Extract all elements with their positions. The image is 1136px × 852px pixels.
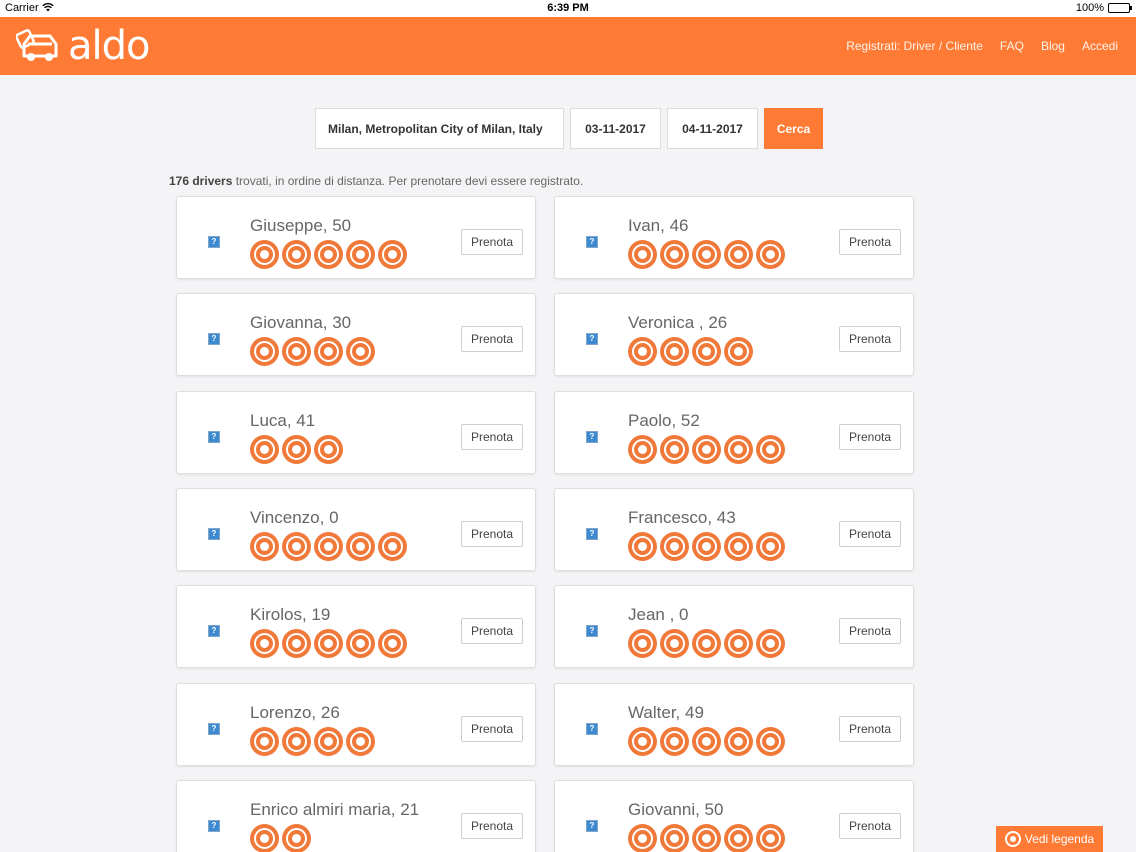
steering-wheel-icon <box>724 824 753 852</box>
driver-rating <box>628 824 785 852</box>
driver-card <box>176 293 536 376</box>
steering-wheel-icon <box>692 824 721 852</box>
battery-icon <box>1108 3 1130 13</box>
steering-wheel-icon <box>628 824 657 852</box>
driver-rating <box>628 532 785 561</box>
avatar-placeholder-icon: ? <box>586 528 598 540</box>
driver-rating <box>250 824 311 852</box>
driver-name: Walter, 49 <box>628 702 704 722</box>
avatar-placeholder-icon: ? <box>586 236 598 248</box>
carrier-label: Carrier <box>5 2 39 14</box>
driver-rating <box>628 337 753 366</box>
driver-rating <box>628 727 785 756</box>
legend-label: Vedi legenda <box>1024 832 1095 846</box>
driver-card <box>176 196 536 279</box>
steering-wheel-icon <box>282 532 311 561</box>
top-navbar <box>0 17 1136 75</box>
driver-card <box>554 683 914 766</box>
driver-name: Francesco, 43 <box>628 507 736 527</box>
steering-wheel-icon <box>628 727 657 756</box>
steering-wheel-icon <box>692 337 721 366</box>
driver-name: Lorenzo, 26 <box>250 702 340 722</box>
driver-rating <box>628 435 785 464</box>
driver-name: Enrico almiri maria, 21 <box>250 799 420 819</box>
date-from-input[interactable]: 03-11-2017 <box>570 108 661 149</box>
avatar-placeholder-icon: ? <box>208 723 220 735</box>
date-to-input[interactable]: 04-11-2017 <box>667 108 758 149</box>
results-text: trovati, in ordine di distanza. Per prenotare devi essere registrato. <box>232 174 584 188</box>
driver-name: Vincenzo, 0 <box>250 507 339 527</box>
steering-wheel-icon <box>250 337 279 366</box>
book-button[interactable]: Prenota <box>839 813 901 839</box>
steering-wheel-icon <box>282 435 311 464</box>
steering-wheel-icon <box>1005 831 1021 847</box>
steering-wheel-icon <box>346 337 375 366</box>
steering-wheel-icon <box>250 435 279 464</box>
status-bar <box>0 0 1136 17</box>
steering-wheel-icon <box>314 727 343 756</box>
steering-wheel-icon <box>250 824 279 852</box>
avatar-placeholder-icon: ? <box>586 333 598 345</box>
steering-wheel-icon <box>250 532 279 561</box>
avatar-placeholder-icon: ? <box>586 431 598 443</box>
steering-wheel-icon <box>692 532 721 561</box>
steering-wheel-icon <box>724 240 753 269</box>
driver-name: Luca, 41 <box>250 410 316 430</box>
steering-wheel-icon <box>282 824 311 852</box>
city-input[interactable]: Milan, Metropolitan City of Milan, Italy <box>315 108 564 149</box>
steering-wheel-icon <box>628 532 657 561</box>
avatar-placeholder-icon: ? <box>208 528 220 540</box>
steering-wheel-icon <box>724 435 753 464</box>
driver-card <box>554 585 914 668</box>
battery-percent: 100% <box>1075 2 1104 14</box>
steering-wheel-icon <box>378 629 407 658</box>
steering-wheel-icon <box>756 629 785 658</box>
logo-text: aldo <box>68 23 150 69</box>
book-button[interactable]: Prenota <box>461 424 523 450</box>
steering-wheel-icon <box>314 240 343 269</box>
steering-wheel-icon <box>660 240 689 269</box>
driver-rating <box>628 240 785 269</box>
results-count: 176 drivers <box>169 174 233 188</box>
driver-card <box>554 293 914 376</box>
book-button[interactable]: Prenota <box>839 618 901 644</box>
steering-wheel-icon <box>660 824 689 852</box>
steering-wheel-icon <box>314 629 343 658</box>
steering-wheel-icon <box>692 240 721 269</box>
steering-wheel-icon <box>250 240 279 269</box>
driver-name: Giuseppe, 50 <box>250 216 352 235</box>
steering-wheel-icon <box>282 240 311 269</box>
avatar-placeholder-icon: ? <box>208 333 220 345</box>
avatar-placeholder-icon: ? <box>586 820 598 832</box>
driver-name: Giovanni, 50 <box>628 799 724 819</box>
steering-wheel-icon <box>250 727 279 756</box>
avatar-placeholder-icon: ? <box>586 723 598 735</box>
driver-card <box>176 488 536 571</box>
avatar-placeholder-icon: ? <box>208 431 220 443</box>
steering-wheel-icon <box>660 727 689 756</box>
driver-rating <box>250 337 375 366</box>
driver-rating <box>628 629 785 658</box>
book-button[interactable]: Prenota <box>839 424 901 450</box>
driver-rating <box>250 629 407 658</box>
steering-wheel-icon <box>378 532 407 561</box>
steering-wheel-icon <box>660 435 689 464</box>
avatar-placeholder-icon: ? <box>208 625 220 637</box>
book-button[interactable]: Prenota <box>461 521 523 547</box>
steering-wheel-icon <box>724 727 753 756</box>
driver-name: Giovanna, 30 <box>250 313 352 333</box>
steering-wheel-icon <box>250 629 279 658</box>
steering-wheel-icon <box>756 240 785 269</box>
driver-name: Kirolos, 19 <box>250 605 331 625</box>
steering-wheel-icon <box>692 435 721 464</box>
steering-wheel-icon <box>346 727 375 756</box>
steering-wheel-icon <box>314 337 343 366</box>
book-button[interactable]: Prenota <box>839 229 901 255</box>
results-summary <box>169 174 583 188</box>
book-button[interactable]: Prenota <box>839 326 901 352</box>
logo-icon <box>16 26 64 66</box>
steering-wheel-icon <box>628 337 657 366</box>
driver-card <box>554 780 914 852</box>
steering-wheel-icon <box>660 629 689 658</box>
steering-wheel-icon <box>282 629 311 658</box>
book-button[interactable]: Prenota <box>461 813 523 839</box>
legend-button[interactable] <box>996 826 1103 852</box>
steering-wheel-icon <box>724 629 753 658</box>
steering-wheel-icon <box>724 532 753 561</box>
driver-card <box>554 196 914 279</box>
driver-card <box>176 391 536 474</box>
steering-wheel-icon <box>660 532 689 561</box>
book-button[interactable]: Prenota <box>839 521 901 547</box>
avatar-placeholder-icon: ? <box>208 820 220 832</box>
steering-wheel-icon <box>628 629 657 658</box>
steering-wheel-icon <box>282 337 311 366</box>
driver-card <box>554 488 914 571</box>
steering-wheel-icon <box>346 629 375 658</box>
nav-links <box>846 39 1118 53</box>
nav-register-link[interactable]: Registrati: Driver / Cliente <box>846 39 983 53</box>
steering-wheel-icon <box>314 435 343 464</box>
avatar-placeholder-icon: ? <box>586 625 598 637</box>
book-button[interactable]: Prenota <box>461 229 523 255</box>
book-button[interactable]: Prenota <box>461 618 523 644</box>
steering-wheel-icon <box>756 532 785 561</box>
steering-wheel-icon <box>628 240 657 269</box>
steering-wheel-icon <box>692 727 721 756</box>
driver-name: Ivan, 46 <box>628 216 689 235</box>
steering-wheel-icon <box>346 532 375 561</box>
logo[interactable] <box>16 23 150 69</box>
driver-card <box>176 780 536 852</box>
steering-wheel-icon <box>724 337 753 366</box>
driver-name: Paolo, 52 <box>628 410 700 430</box>
steering-wheel-icon <box>346 240 375 269</box>
driver-rating <box>250 727 375 756</box>
steering-wheel-icon <box>660 337 689 366</box>
nav-faq-link[interactable]: FAQ <box>999 39 1024 53</box>
steering-wheel-icon <box>756 727 785 756</box>
driver-name: Jean , 0 <box>628 605 689 625</box>
battery-indicator <box>1076 2 1130 14</box>
steering-wheel-icon <box>628 435 657 464</box>
steering-wheel-icon <box>756 435 785 464</box>
driver-rating <box>250 435 343 464</box>
book-button[interactable]: Prenota <box>461 326 523 352</box>
avatar-placeholder-icon: ? <box>208 236 220 248</box>
driver-rating <box>250 240 407 269</box>
driver-card <box>554 391 914 474</box>
search-bar <box>315 108 823 149</box>
clock: 6:39 PM <box>547 2 589 14</box>
driver-card <box>176 683 536 766</box>
book-button[interactable]: Prenota <box>839 716 901 742</box>
search-button[interactable]: Cerca <box>764 108 823 149</box>
steering-wheel-icon <box>692 629 721 658</box>
driver-rating <box>250 532 407 561</box>
steering-wheel-icon <box>378 240 407 269</box>
steering-wheel-icon <box>756 824 785 852</box>
nav-blog-link[interactable]: Blog <box>1040 39 1065 53</box>
steering-wheel-icon <box>314 532 343 561</box>
driver-name: Veronica , 26 <box>628 313 728 333</box>
nav-login-link[interactable]: Accedi <box>1081 39 1118 53</box>
steering-wheel-icon <box>282 727 311 756</box>
driver-card <box>176 585 536 668</box>
book-button[interactable]: Prenota <box>461 716 523 742</box>
